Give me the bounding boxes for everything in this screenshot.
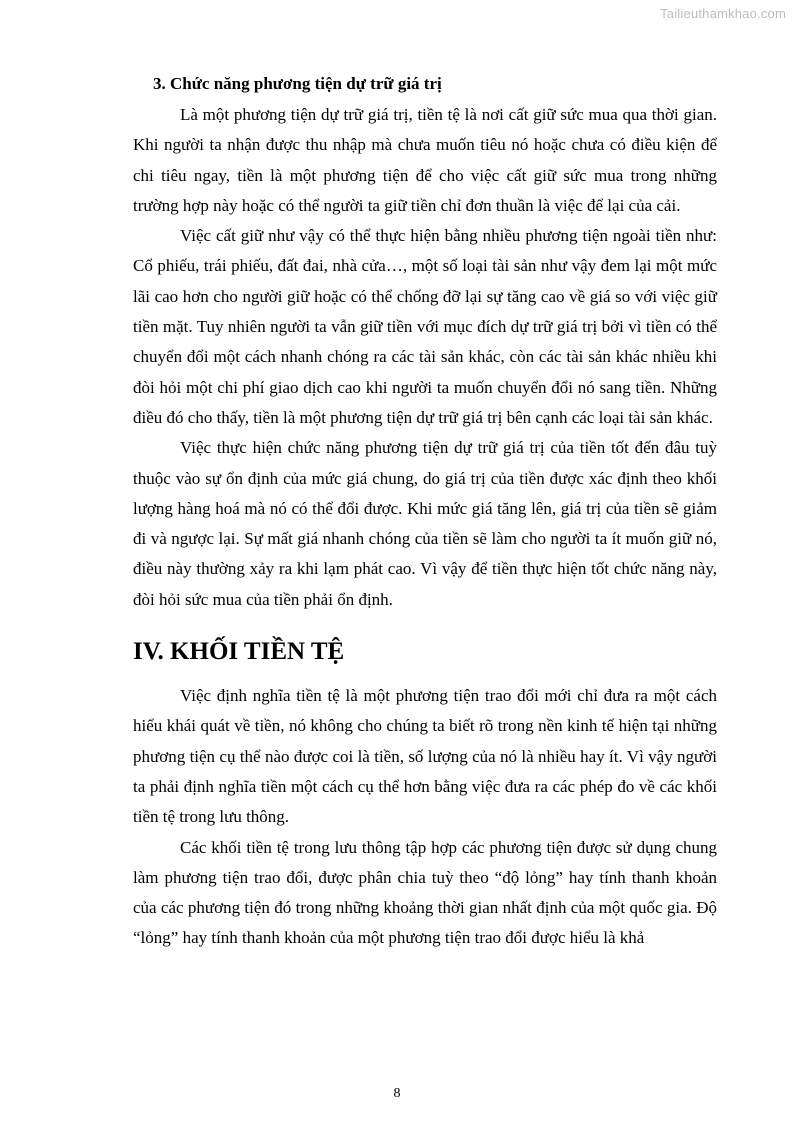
paragraph: Việc định nghĩa tiền tệ là một phương tiện trao đổi mới chỉ đưa ra một cách hiểu khái quát về tiền, nó không cho chúng ta biết rõ trong nền kinh tế hiện tại những phương tiện cụ thể nào được coi là tiền, số lượng của nó là nhiều hay ít. Vì vậy người ta phải định nghĩa tiền một cách cụ thể hơn bằng việc đưa ra các phép đo về các khối tiền tệ trong lưu thông.	[133, 686, 717, 827]
watermark-text: Tailieuthamkhao.com	[660, 6, 786, 21]
page-number: 8	[393, 1086, 401, 1101]
chapter-heading-iv: IV. KHỐI TIỀN TỆ	[133, 638, 345, 666]
paragraph: Các khối tiền tệ trong lưu thông tập hợp các phương tiện được sử dụng chung làm phương tiện trao đổi, được phân chia tuỳ theo “độ lỏng” hay tính thanh khoản của các phương tiện đó trong những khoảng thời gian nhất định của một quốc gia. Độ “lỏng” hay tính thanh khoản của một phương tiện trao đổi được hiểu là khả	[133, 837, 717, 948]
paragraph: Là một phương tiện dự trữ giá trị, tiền tệ là nơi cất giữ sức mua qua thời gian. Khi người ta nhận được thu nhập mà chưa muốn tiêu nó hoặc chưa có điều kiện để chi tiêu ngay, tiền là một phương tiện để cho việc cất giữ sức mua trong những trường hợp này hoặc có thể người ta giữ tiền chỉ đơn thuần là việc để lại của cải.	[133, 105, 717, 215]
paragraph: Việc cất giữ như vậy có thể thực hiện bằng nhiều phương tiện ngoài tiền như: Cổ phiếu, trái phiếu, đất đai, nhà cửa…, một số loại tài sản như vậy đem lại một mức lãi cao hơn cho người giữ hoặc có thể chống đỡ lại sự tăng cao về giá so với việc giữ tiền mặt. Tuy nhiên người ta vẫn giữ tiền với mục đích dự trữ giá trị bởi vì tiền có thể chuyển đổi một cách nhanh chóng ra các tài sản khác, còn các tài sản khác nhiều khi đòi hỏi một chi phí giao dịch cao khi người ta muốn chuyển đổi nó sang tiền. Những điều đó cho thấy, tiền là một phương tiện dự trữ giá trị bên cạnh các loại tài sản khác.	[133, 226, 717, 427]
document-body	[133, 72, 717, 954]
paragraph: Việc thực hiện chức năng phương tiện dự trữ giá trị của tiền tốt đến đâu tuỳ thuộc vào sự ổn định của mức giá chung, do giá trị của tiền được xác định theo khối lượng hàng hoá mà nó có thể đổi được. Khi mức giá tăng lên, giá trị của tiền sẽ giảm đi và ngược lại. Sự mất giá nhanh chóng của tiền sẽ làm cho người ta ít muốn giữ nó, điều này thường xảy ra khi lạm phát cao. Vì vậy để tiền thực hiện tốt chức năng này, đòi hỏi sức mua của tiền phải ổn định.	[133, 438, 717, 609]
section-heading-3: 3. Chức năng phương tiện dự trữ giá trị	[153, 74, 442, 93]
